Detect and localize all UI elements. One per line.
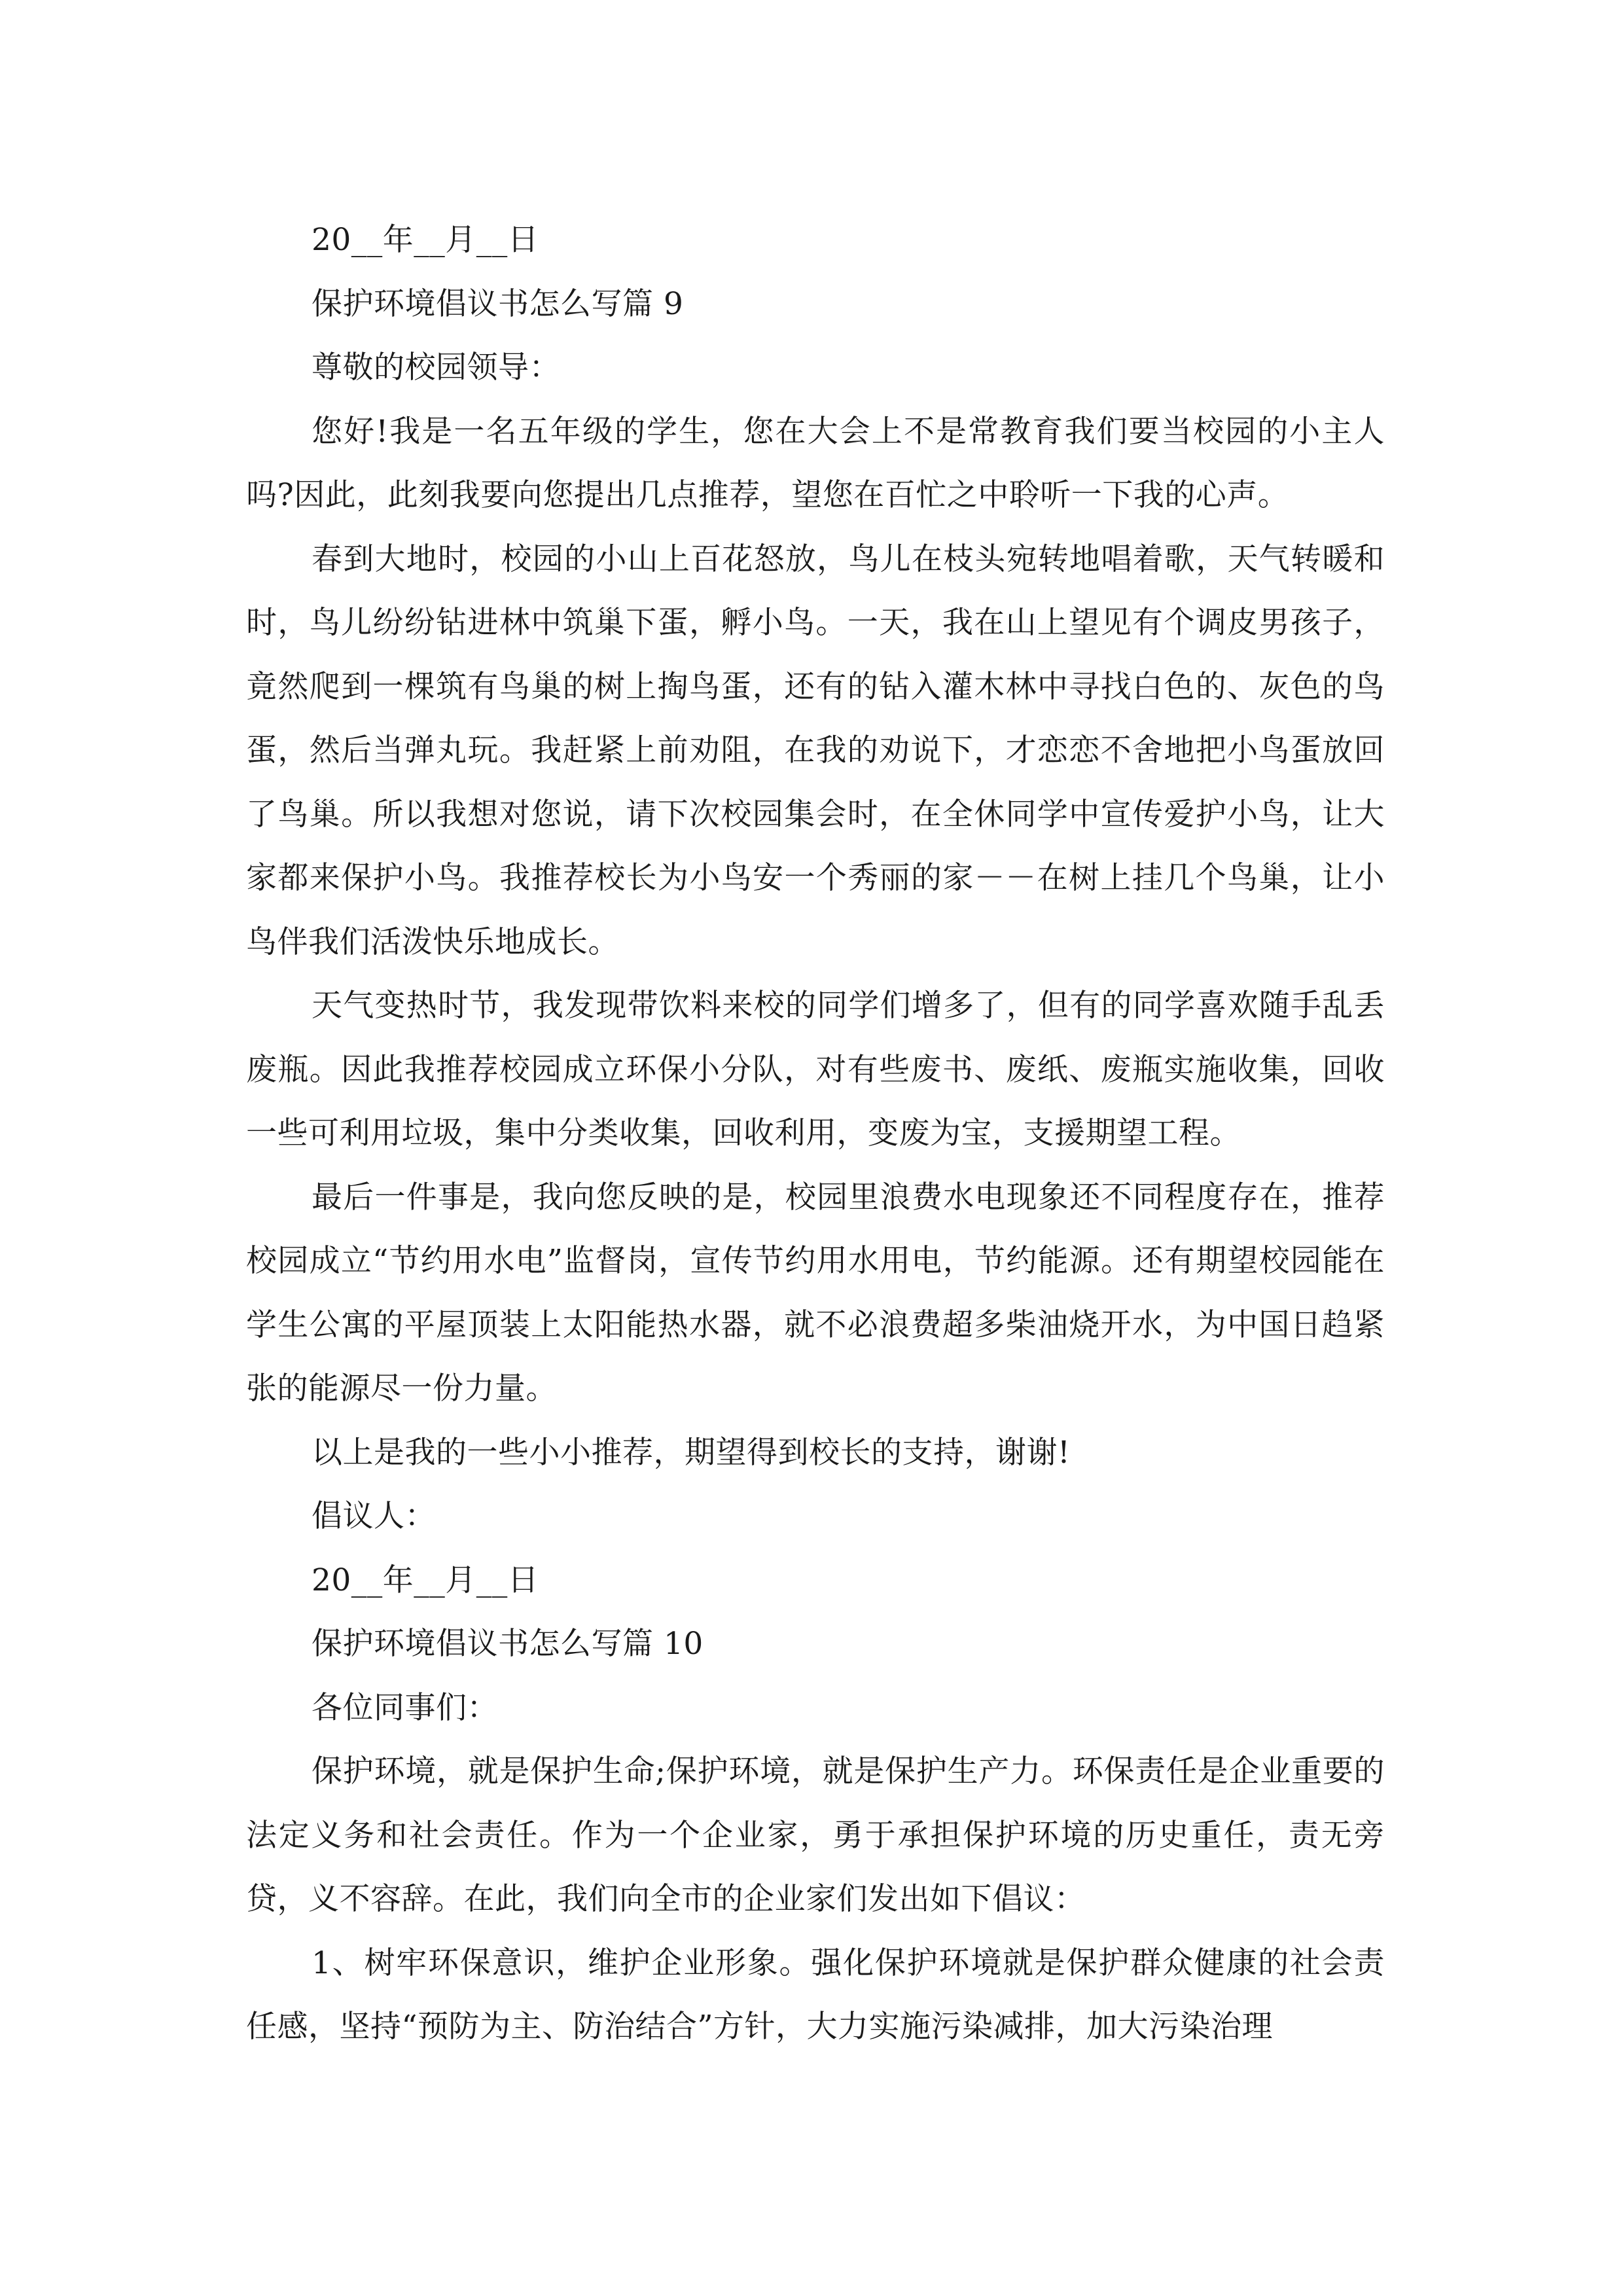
body-paragraph: 春到大地时，校园的小山上百花怒放，鸟儿在枝头宛转地唱着歌，天气转暖和时，鸟儿纷纷钻进林中筑巢下蛋，孵小鸟。一天，我在山上望见有个调皮男孩子，竟然爬到一棵筑有鸟巢的树上掏鸟蛋，还有的钻入灌木林中寻找白色的、灰色的鸟蛋，然后当弹丸玩。我赶紧上前劝阻，在我的劝说下，才恋恋不舍地把小鸟蛋放回了鸟巢。所以我想对您说，请下次校园集会时，在全休同学中宣传爱护小鸟，让大家都来保护小鸟。我推荐校长为小鸟安一个秀丽的家－－在树上挂几个鸟巢，让小鸟伴我们活泼快乐地成长。: [246, 541, 1385, 960]
body-paragraph: 天气变热时节，我发现带饮料来校的同学们增多了，但有的同学喜欢随手乱丢废瓶。因此我推荐校园成立环保小分队，对有些废书、废纸、废瓶实施收集，回收一些可利用垃圾，集中分类收集，回收利用，变废为宝，支援期望工程。: [246, 988, 1385, 1151]
section-heading-10: 保护环境倡议书怎么写篇 10: [312, 1626, 704, 1662]
document-body: [246, 208, 1385, 2059]
signature-label: 倡议人：: [312, 1498, 436, 1534]
body-paragraph: 您好!我是一名五年级的学生，您在大会上不是常教育我们要当校园的小主人吗?因此，此刻我要向您提出几点推荐，望您在百忙之中聆听一下我的心声。: [246, 413, 1385, 513]
body-paragraph: 最后一件事是，我向您反映的是，校园里浪费水电现象还不同程度存在，推荐校园成立“节约用水电”监督岗，宣传节约用水用电，节约能源。还有期望校园能在学生公寓的平屋顶装上太阳能热水器，就不必浪费超多柴油烧开水，为中国日趋紧张的能源尽一份力量。: [246, 1179, 1385, 1407]
date-line: 20__年__月__日: [312, 1562, 539, 1598]
body-paragraph: 保护环境，就是保护生命;保护环境，就是保护生产力。环保责任是企业重要的法定义务和社会责任。作为一个企业家，勇于承担保护环境的历史重任，责无旁贷，义不容辞。在此，我们向全市的企业家们发出如下倡议：: [246, 1753, 1385, 1917]
closing-paragraph: 以上是我的一些小小推荐，期望得到校长的支持，谢谢!: [312, 1434, 1071, 1471]
salutation: 各位同事们：: [312, 1689, 498, 1726]
section-heading-9: 保护环境倡议书怎么写篇 9: [312, 285, 684, 322]
salutation: 尊敬的校园领导：: [312, 350, 560, 386]
date-line: 20__年__月__日: [312, 222, 539, 258]
body-paragraph: 1、树牢环保意识，维护企业形象。强化保护环境就是保护群众健康的社会责任感，坚持“预防为主、防治结合”方针，大力实施污染减排，加大污染治理: [246, 1945, 1385, 2045]
